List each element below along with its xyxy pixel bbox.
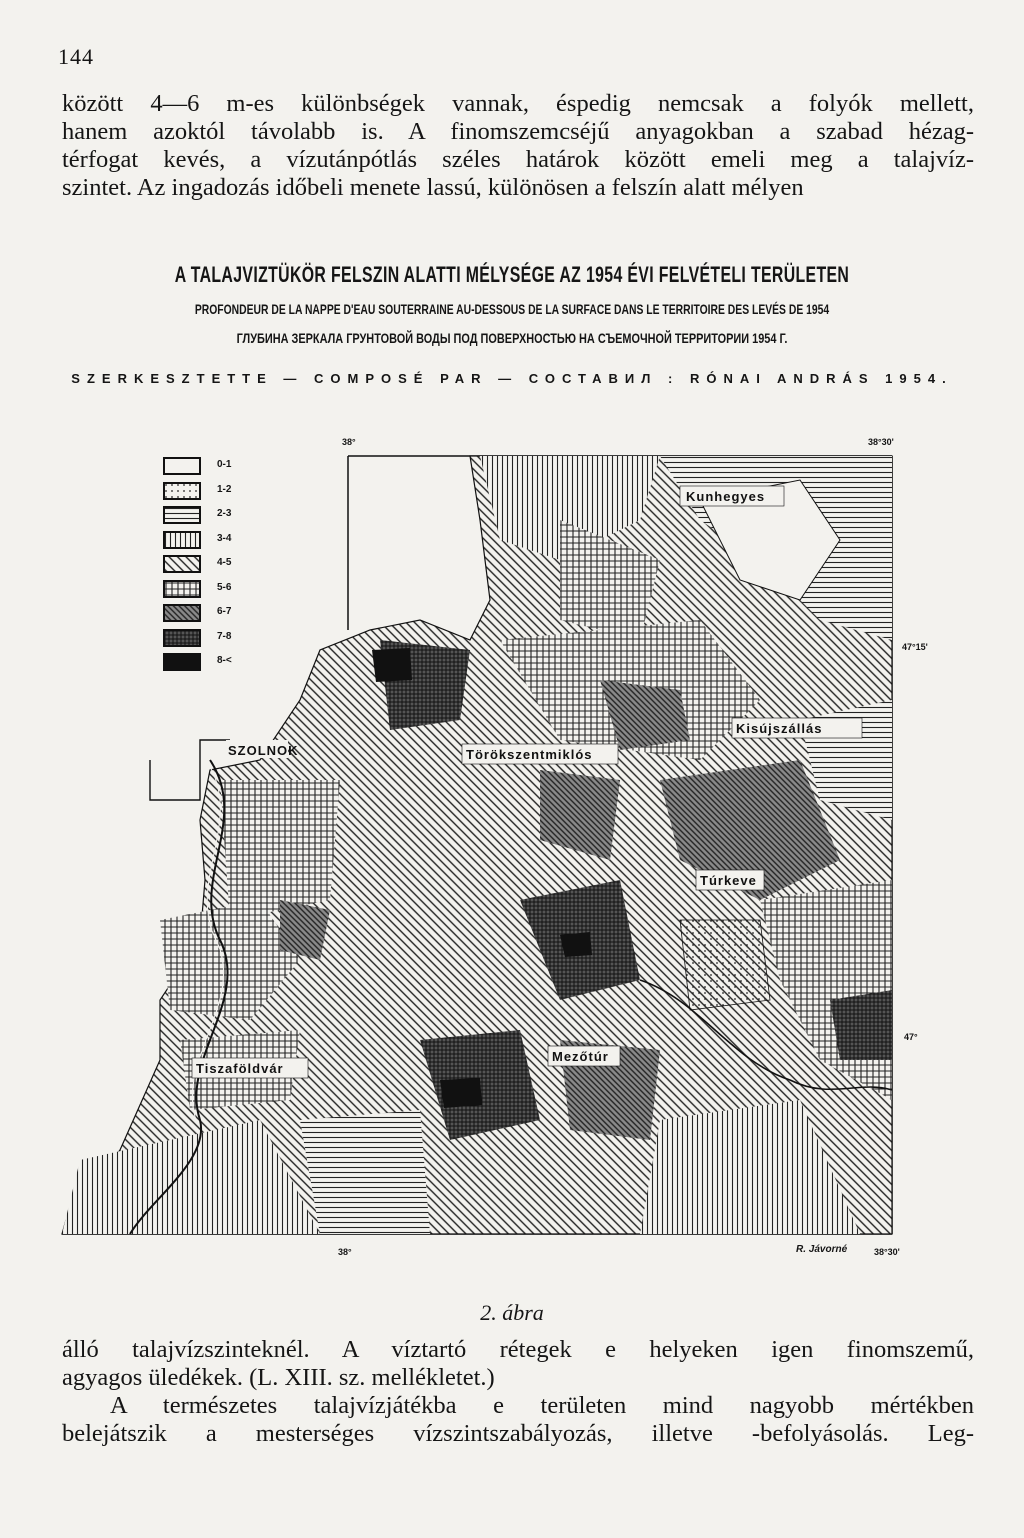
coord-right-upper: 47°15' (902, 642, 928, 652)
coord-top-left: 38° (342, 437, 356, 447)
text-line: szintet. Az ingadozás időbeli menete lassú, különösen a felszín alatt mélyen (62, 174, 804, 201)
text-line: A természetes talajvízjátékba e területen mind nagyobb mértékben (110, 1392, 974, 1419)
place-tiszafoldvar: Tiszaföldvár (196, 1061, 284, 1076)
figure-caption: 2. ábra (480, 1300, 544, 1325)
text-line: belejátszik a mesterséges vízszintszabályozás, illetve -befolyásolás. Leg- (62, 1420, 974, 1447)
text-line: között 4—6 m-es különbségek vannak, éspedig nemcsak a folyók mellett, (62, 90, 974, 117)
legend-label: 2-3 (217, 508, 232, 519)
text-line: hanem azoktól távolabb is. A finomszemcséjű anyagokban a szabad hézag- (62, 118, 974, 145)
map-credit: SZERKESZTETTE — COMPOSÉ PAR — СОСТАВИЛ : RÓNAI ANDRÁS 1954. (71, 371, 953, 386)
coord-top-right: 38°30' (868, 437, 894, 447)
coord-right-lower: 47° (904, 1032, 918, 1042)
legend-label: 7-8 (217, 630, 232, 642)
place-kunhegyes: Kunhegyes (686, 489, 766, 504)
legend-label: 6-7 (217, 606, 232, 617)
coord-bottom-right: 38°30' (874, 1247, 900, 1257)
place-torokszentmiklos: Törökszentmiklós (466, 747, 593, 762)
page-number: 144 (58, 44, 94, 69)
legend-label: 3-4 (217, 532, 232, 544)
legend-label: 5-6 (217, 581, 232, 593)
bottom-paragraph (62, 1336, 974, 1448)
coord-bottom-left: 38° (338, 1247, 352, 1257)
place-szolnok: SZOLNOK (228, 743, 299, 758)
legend-label: 4-5 (217, 557, 232, 568)
legend-label: 1-2 (217, 483, 232, 495)
map-title-french: PROFONDEUR DE LA NAPPE D'EAU SOUTERRAINE AU-DESSOUS DE LA SURFACE DANS LE TERRITOIRE DES LEVÉS DE 1954 (194, 301, 830, 317)
cartographer-signature: R. Jávorné (796, 1244, 848, 1255)
map-title-hungarian: A TALAJVIZTÜKÖR FELSZIN ALATTI MÉLYSÉGE AZ 1954 ÉVI FELVÉTELI TERÜLETEN (174, 262, 850, 287)
legend-label: 8-< (217, 655, 232, 666)
place-kisujszallas: Kisújszállás (736, 721, 823, 736)
place-turkeve: Túrkeve (700, 873, 757, 888)
map-title-russian: ГЛУБИНА ЗЕРКАЛА ГРУНТОВОЙ ВОДЫ ПОД ПОВЕРХНОСТЬЮ НА СЪЕМОЧНОЙ ТЕРРИТОРИИ 1954 Г. (236, 330, 788, 346)
place-mezotur: Mezőtúr (552, 1049, 609, 1064)
legend-label: 0-1 (217, 459, 232, 470)
text-line: agyagos üledékek. (L. XIII. sz. mellékletet.) (62, 1364, 495, 1391)
text-line: álló talajvízszinteknél. A víztartó rétegek e helyeken igen finomszemű, (62, 1336, 974, 1363)
text-line: térfogat kevés, a vízutánpótlás széles határok között emeli meg a talajvíz- (62, 146, 974, 173)
